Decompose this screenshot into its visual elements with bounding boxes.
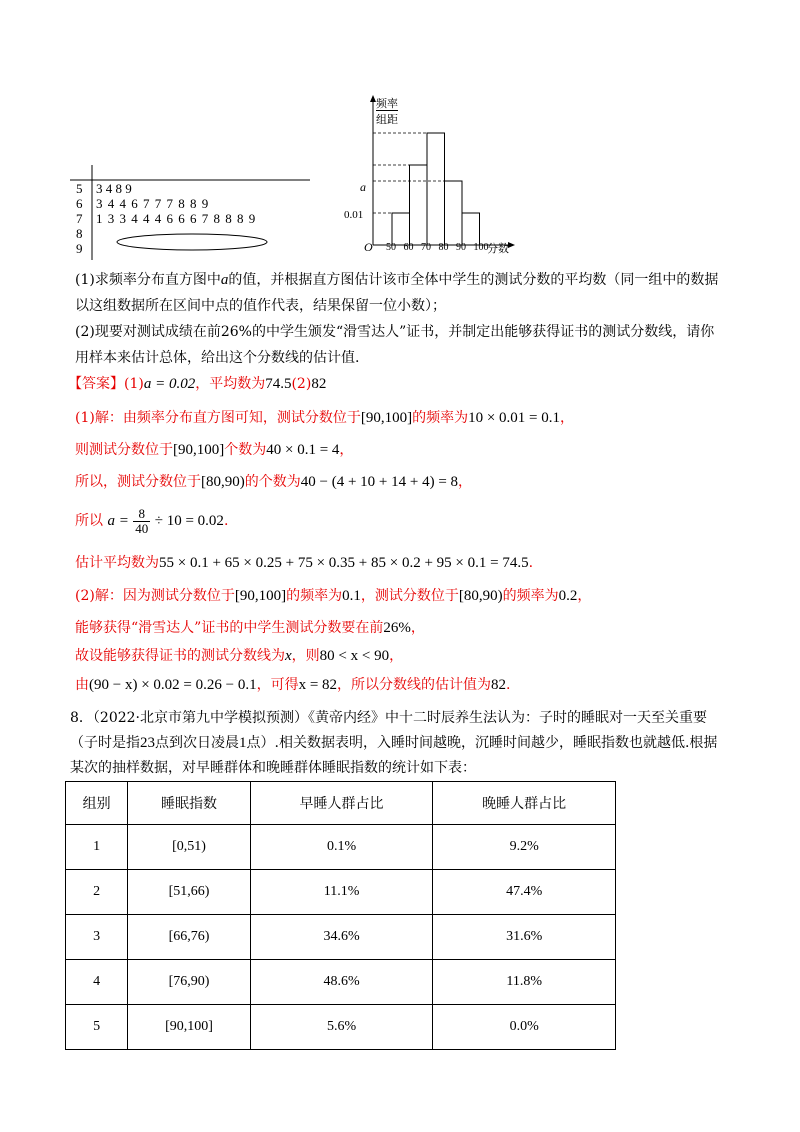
table-cell: 47.4%	[433, 870, 616, 915]
solution-line-2: 则测试分数位于[90,100]个数为40 × 0.1 = 4，	[75, 442, 354, 458]
solution-line-4: 所以 a = $\frac{8}{40}$ ÷ 10 = 0.02.	[75, 505, 229, 536]
x-tick-label: 50	[386, 242, 396, 253]
stem-row-7: 7	[76, 211, 83, 226]
table-cell: 34.6%	[250, 915, 433, 960]
x-tick-label: 100	[473, 242, 489, 253]
question-8-line-2: （子时是指23点到次日凌晨1点）.相关数据表明，入睡时间越晚，沉睡时间越少，睡眠指数也就越低.根据	[70, 735, 718, 751]
solution-line-9: 由(90 − x) × 0.02 = 0.26 − 0.1，可得x = 82，所以分数线的估计值为82.	[75, 677, 511, 693]
table-row	[66, 1005, 616, 1050]
table-cell: 4	[66, 960, 128, 1005]
table-header-row	[66, 782, 616, 825]
y-tick-a: a	[360, 180, 366, 194]
table-cell: 5	[66, 1005, 128, 1050]
x-tick-label: 80	[438, 242, 449, 253]
histogram-bar	[462, 213, 480, 245]
histogram-bar	[410, 165, 428, 245]
y-label-bottom: 组距	[376, 110, 398, 127]
table-cell: [51,66)	[128, 870, 250, 915]
solution-line-3: 所以，测试分数位于[80,90)的个数为40 − (4 + 10 + 14 + 4) = 8，	[75, 474, 473, 490]
question-2-line-1: (2)现要对测试成绩在前26%的中学生颁发“滑雪达人”证书，并制定出能够获得证书的测试分数线，请你	[75, 324, 715, 340]
origin-label: O	[364, 240, 373, 254]
table-cell: 11.8%	[433, 960, 616, 1005]
solution-line-5: 估计平均数为55 × 0.1 + 65 × 0.25 + 75 × 0.35 + 85 × 0.2 + 95 × 0.1 = 74.5.	[75, 555, 534, 571]
histogram-bar	[445, 181, 463, 245]
stem-row-6: 6	[76, 196, 83, 211]
question-1-line-1: (1)求频率分布直方图中a的值，并根据直方图估计该市全体中学生的测试分数的平均数（同一组中的数据	[75, 272, 719, 288]
table-cell: 0.1%	[250, 825, 433, 870]
leaf-row-7: 1 3 3 4 4 4 6 6 6 7 8 8 8 9	[96, 211, 256, 226]
leaf-row-5: 3 4 8 9	[96, 181, 132, 196]
answer-line: 【答案】(1)a = 0.02，平均数为74.5(2)82	[68, 376, 327, 392]
y-label-top: 频率	[376, 97, 398, 110]
x-tick-label: 60	[403, 242, 414, 253]
hidden-data-ellipse	[117, 234, 267, 250]
table-cell: 3	[66, 915, 128, 960]
solution-line-6: (2)解：因为测试分数位于[90,100]的频率为0.1，测试分数位于[80,90)的频率为0.2，	[75, 588, 592, 604]
header-early-sleepers: 早睡人群占比	[250, 782, 433, 825]
question-1-line-2: 以这组数据所在区间中点的值作代表，结果保留一位小数）；	[75, 298, 446, 314]
stem-row-9: 9	[76, 241, 83, 256]
table-row	[66, 870, 616, 915]
table-cell: 31.6%	[433, 915, 616, 960]
question-8-line-3: 某次的抽样数据，对早睡群体和晚睡群体睡眠指数的统计如下表：	[70, 760, 476, 776]
header-sleep-index: 睡眠指数	[128, 782, 250, 825]
table-row	[66, 915, 616, 960]
question-2-line-2: 用样本来估计总体，给出这个分数线的估计值.	[75, 350, 360, 366]
solution-line-8: 故设能够获得证书的测试分数线为x，则80 < x < 90，	[75, 648, 404, 664]
table-row	[66, 825, 616, 870]
header-group: 组别	[66, 782, 128, 825]
question-8-line-1: 8．（2022·北京市第九中学模拟预测）《黄帝内经》中十二时辰养生法认为：子时的睡眠对一天至关重要	[70, 710, 707, 726]
histogram-bar	[427, 133, 445, 245]
table-cell: [0,51)	[128, 825, 250, 870]
table-cell: 5.6%	[250, 1005, 433, 1050]
stem-row-8: 8	[76, 226, 83, 241]
y-tick-001: 0.01	[344, 209, 364, 221]
header-late-sleepers: 晚睡人群占比	[433, 782, 616, 825]
sleep-index-table	[65, 781, 616, 1050]
table-cell: 1	[66, 825, 128, 870]
table-cell: 11.1%	[250, 870, 433, 915]
table-cell: [90,100]	[128, 1005, 250, 1050]
table-cell: 0.0%	[433, 1005, 616, 1050]
x-tick-label: 70	[421, 242, 431, 253]
histogram-bar	[392, 213, 410, 245]
x-tick-label: 90	[456, 242, 466, 253]
table-row	[66, 960, 616, 1005]
x-axis-label: 分数	[487, 242, 509, 255]
stem-row-5: 5	[76, 181, 83, 196]
table-cell: 2	[66, 870, 128, 915]
table-cell: 48.6%	[250, 960, 433, 1005]
table-cell: [76,90)	[128, 960, 250, 1005]
table-cell: [66,76)	[128, 915, 250, 960]
solution-line-1: (1)解：由频率分布直方图可知，测试分数位于[90,100]的频率为10 × 0.01 = 0.1，	[75, 410, 575, 426]
solution-line-7: 能够获得“滑雪达人”证书的中学生测试分数要在前26%，	[75, 620, 425, 636]
table-cell: 9.2%	[433, 825, 616, 870]
leaf-row-6: 3 4 4 6 7 7 7 8 8 9	[96, 196, 209, 211]
